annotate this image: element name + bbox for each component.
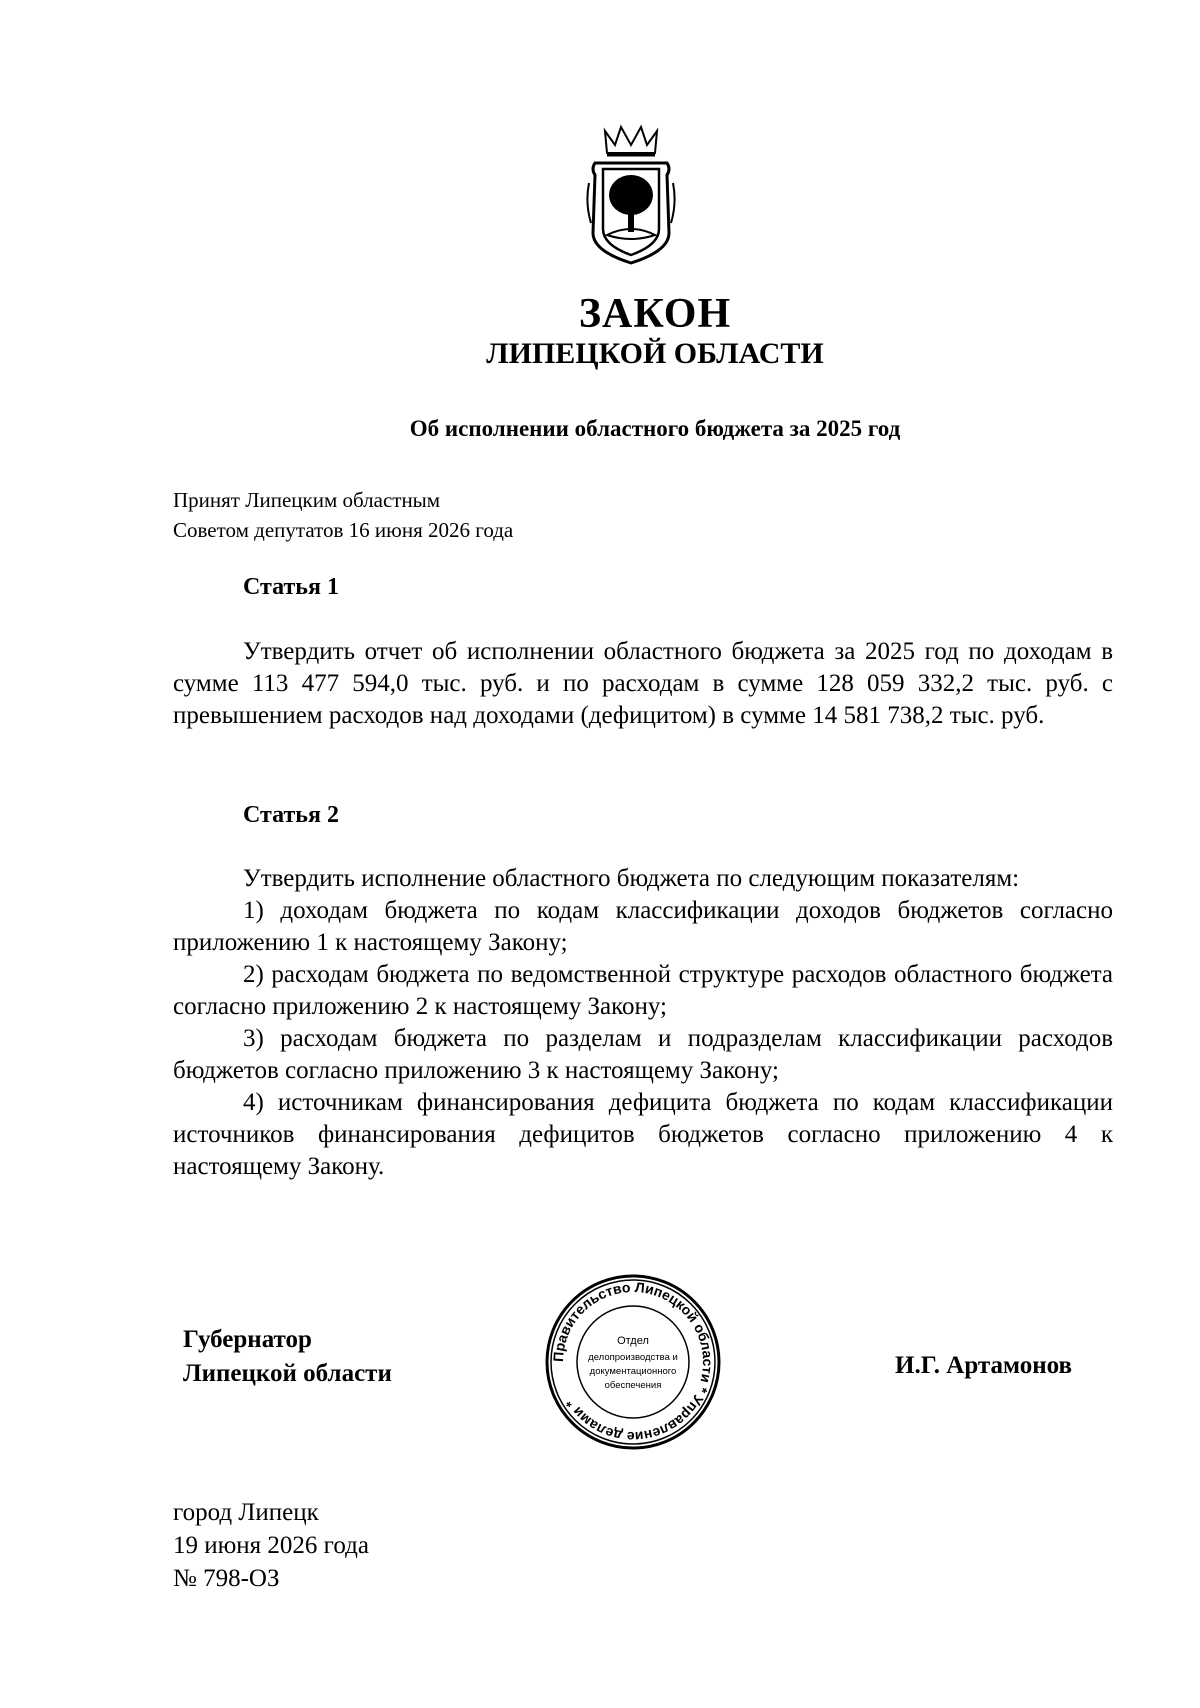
stamp-inner-line-3: документационного [589, 1366, 677, 1377]
article-2-text [173, 863, 1113, 1183]
article-2-item-2: 2) расходам бюджета по ведомственной структуре расходов областного бюджета согласно приложению 2 к настоящему Закону; [173, 961, 1113, 1020]
document-footer [173, 1496, 369, 1595]
signatory-name: И.Г. Артамонов [895, 1352, 1072, 1379]
article-2-heading: Статья 2 [243, 802, 339, 828]
adoption-line-2: Советом депутатов 16 июня 2026 года [173, 518, 514, 542]
article-1-paragraph: Утвердить отчет об исполнении областного бюджета за 2025 год по доходам в сумме 113 477 594,0 тыс. руб. и по расходам в сумме 128 059 332,2 тыс. руб. с превышением расходов над доходами (дефицитом) в сумме 14 581 738,2 тыс. руб. [173, 638, 1113, 729]
adoption-note [173, 485, 513, 545]
stamp-inner-line-4: обеспечения [604, 1380, 662, 1391]
article-1-heading: Статья 1 [243, 574, 339, 600]
signatory-position-line-1: Губернатор [183, 1326, 312, 1353]
stamp-inner-line-2: делопроизводства и [588, 1352, 678, 1363]
article-2-intro: Утвердить исполнение областного бюджета по следующим показателям: [243, 865, 1020, 892]
adoption-line-1: Принят Липецким областным [173, 488, 441, 512]
signatory-position-line-2: Липецкой области [183, 1360, 392, 1387]
article-2-item-4: 4) источникам финансирования дефицита бюджета по кодам классификации источников финансирования дефицитов бюджетов согласно приложению 4 к настоящему Закону. [173, 1089, 1113, 1180]
stamp-inner-line-1: Отдел [617, 1335, 649, 1347]
article-2-item-1: 1) доходам бюджета по кодам классификации доходов бюджетов согласно приложению 1 к настоящему Закону; [173, 897, 1113, 956]
article-2-item-3: 3) расходам бюджета по разделам и подразделам классификации расходов бюджетов согласно приложению 3 к настоящему Закону; [173, 1025, 1113, 1084]
article-1-text [173, 636, 1113, 732]
document-subject: Об исполнении областного бюджета за 2025 год [409, 416, 901, 441]
coat-of-arms-icon [585, 123, 677, 268]
document-title: ЗАКОН [578, 291, 732, 337]
signatory-position [183, 1323, 392, 1391]
footer-city: город Липецк [173, 1499, 319, 1526]
document-region: ЛИПЕЦКОЙ ОБЛАСТИ [486, 337, 824, 370]
footer-date: 19 июня 2026 года [173, 1532, 369, 1559]
stamp-outer-text: Правительство Липецкой области * Управление делами * [549, 1278, 717, 1446]
official-stamp [543, 1272, 723, 1452]
footer-number: № 798-ОЗ [173, 1565, 280, 1592]
